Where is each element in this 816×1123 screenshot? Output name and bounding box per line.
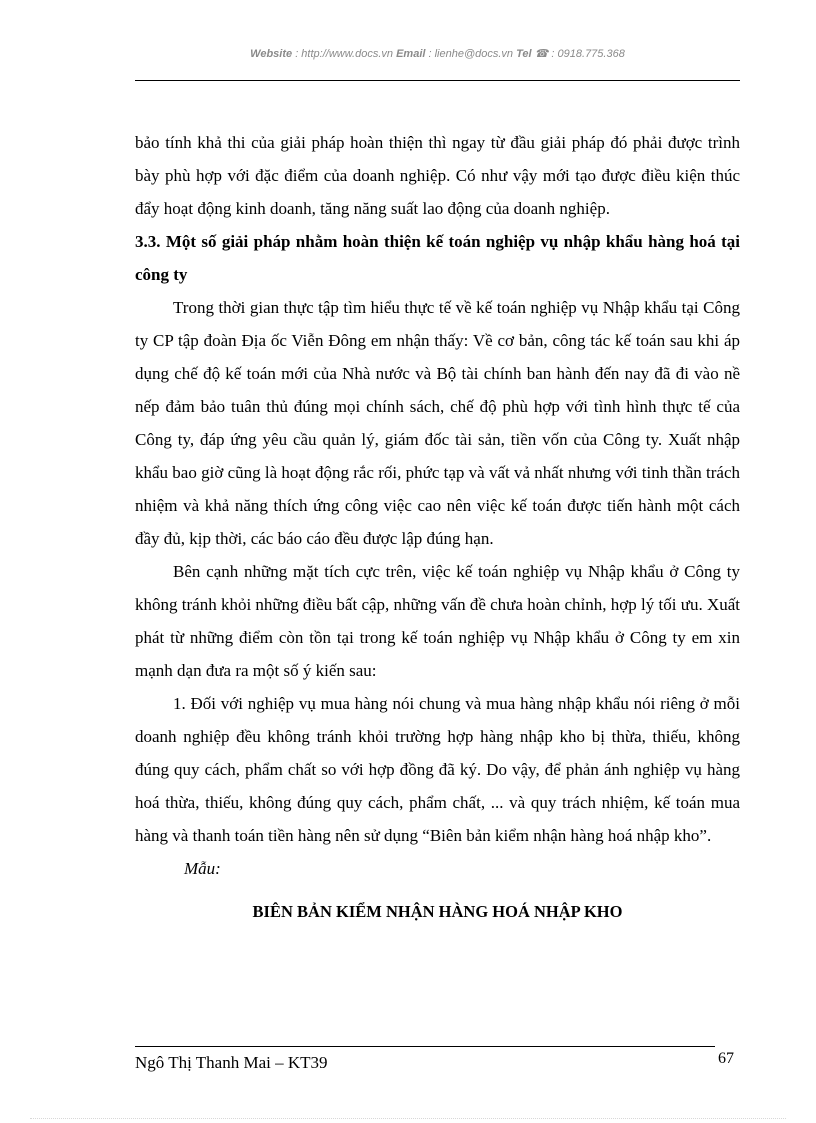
tel-label: Tel [516, 48, 532, 60]
email-label: Email [396, 48, 426, 60]
website-value: : http://www.docs.vn [292, 48, 397, 60]
body-paragraph-1: Trong thời gian thực tập tìm hiểu thực tế về kế toán nghiệp vụ Nhập khẩu tại Công ty CP tập đoàn Địa ốc Viễn Đông em nhận thấy: Về cơ bản, công tác kế toán sau khi áp dụng chế độ kế toán mới của Nhà nước và Bộ tài chính ban hành đến nay đã đi vào nề nếp đảm bảo tuân thủ đúng mọi chính sách, chế độ phù hợp với tình hình thực tế của Công ty, đáp ứng yêu cầu quản lý, giám đốc tài sản, tiền vốn của Công ty. Xuất nhập khẩu bao giờ cũng là hoạt động rắc rối, phức tạp và vất vả nhất nhưng với tinh thần trách nhiệm và khả năng thích ứng công việc cao nên việc kế toán được tiến hành một cách đầy đủ, kịp thời, các báo cáo đều được lập đúng hạn. [135, 298, 740, 548]
page-header [135, 47, 740, 60]
tel-value: ☎ : 0918.775.368 [531, 48, 625, 60]
footer-author: Ngô Thị Thanh Mai – KT39 [135, 1053, 328, 1072]
body-paragraph-2: Bên cạnh những mặt tích cực trên, việc kế toán nghiệp vụ Nhập khẩu ở Công ty không tránh khỏi những điều bất cập, những vấn đề chưa hoàn chỉnh, hợp lý tối ưu. Xuất phát từ những điểm còn tồn tại trong kế toán nghiệp vụ Nhập khẩu ở Công ty em xin mạnh dạn đưa ra một số ý kiến sau: [135, 562, 740, 680]
form-title: BIÊN BẢN KIỂM NHẬN HÀNG HOÁ NHẬP KHO [252, 902, 623, 921]
page-number: 67 [718, 1050, 734, 1067]
website-label: Website [250, 48, 293, 60]
header-divider [135, 80, 740, 81]
email-value: : lienhe@docs.vn [425, 48, 517, 60]
page-bottom-border [30, 1118, 786, 1119]
continued-paragraph: bảo tính khả thi của giải pháp hoàn thiện thì ngay từ đầu giải pháp đó phải được trình bày phù hợp với đặc điểm của doanh nghiệp. Có như vậy mới tạo được điều kiện thúc đẩy hoạt động kinh doanh, tăng năng suất lao động của doanh nghiệp. [135, 133, 740, 218]
body-paragraph-3: 1. Đối với nghiệp vụ mua hàng nói chung và mua hàng nhập khẩu nói riêng ở mỗi doanh nghiệp đều không tránh khỏi trường hợp hàng nhập kho bị thừa, thiếu, không đúng quy cách, phẩm chất so với hợp đồng đã ký. Do vậy, để phản ánh nghiệp vụ hàng hoá thừa, thiếu, không đúng quy cách, phẩm chất, ... và quy trách nhiệm, kế toán mua hàng và thanh toán tiền hàng nên sử dụng “Biên bản kiểm nhận hàng hoá nhập kho”. [135, 694, 740, 845]
sample-label: Mẫu: [184, 859, 221, 878]
section-heading: 3.3. Một số giải pháp nhằm hoàn thiện kế toán nghiệp vụ nhập khẩu hàng hoá tại công ty [135, 232, 740, 284]
page-body [135, 126, 740, 928]
footer-divider [135, 1046, 715, 1047]
